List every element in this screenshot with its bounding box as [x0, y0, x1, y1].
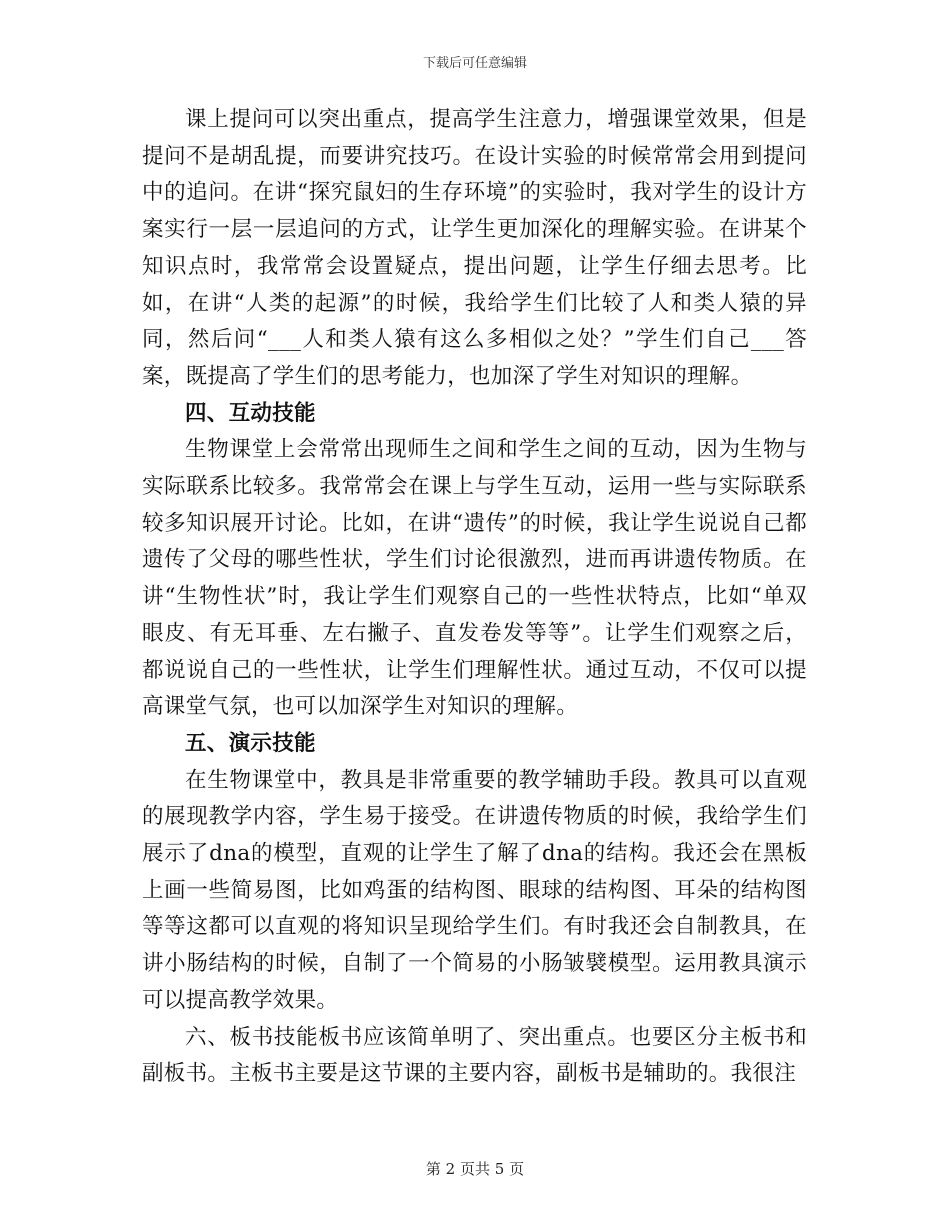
page-header: 下载后可任意编辑 [422, 56, 527, 71]
paragraph-demonstration: 在生物课堂中，教具是非常重要的教学辅助手段。教具可以直观的展现教学内容，学生易于接受。在讲遗传物质的时候，我给学生们展示了dna的模型，直观的让学生了解了dna的结构。我还会在黑板上画一些简易图，比如鸡蛋的结构图、眼球的结构图、耳朵的结构图等等这都可以直观的将知识呈现给学生们。有时我还会自制教具，在讲小肠结构的时候，自制了一个简易的小肠皱襞模型。运用教具演示可以提高教学效果。 [142, 767, 807, 1013]
section-heading-interaction: 四、互动技能 [185, 400, 316, 426]
paragraph-questioning: 课上提问可以突出重点，提高学生注意力，增强课堂效果，但是提问不是胡乱提，而要讲究技巧。在设计实验的时候常常会用到提问中的追问。在讲“探究鼠妇的生存环境”的实验时，我对学生的设计方案实行一层一层追问的方式，让学生更加深化的理解实验。在讲某个知识点时，我常常会设置疑点，提出问题，让学生仔细去思考。比如，在讲“人类的起源”的时候，我给学生们比较了人和类人猿的异同，然后问“___人和类人猿有这么多相似之处？”学生们自己___答案，既提高了学生们的思考能力，也加深了学生对知识的理解。 [142, 107, 807, 389]
section-heading-demonstration: 五、演示技能 [185, 730, 316, 756]
paragraph-interaction: 生物课堂上会常常出现师生之间和学生之间的互动，因为生物与实际联系比较多。我常常会在课上与学生互动，运用一些与实际联系较多知识展开讨论。比如，在讲“遗传”的时候，我让学生说说自己都遗传了父母的哪些性状，学生们讨论很激烈，进而再讲遗传物质。在讲“生物性状”时，我让学生们观察自己的一些性状特点，比如“单双眼皮、有无耳垂、左右撇子、直发卷发等等”。让学生们观察之后，都说说自己的一些性状，让学生们理解性状。通过互动，不仅可以提高课堂气氛，也可以加深学生对知识的理解。 [142, 437, 807, 720]
paragraph-blackboard: 六、板书技能板书应该简单明了、突出重点。也要区分主板书和副板书。主板书主要是这节课的主要内容，副板书是辅助的。我很注 [142, 1024, 807, 1087]
page-number: 第 2 页共 5 页 [425, 1160, 525, 1178]
document-body [142, 102, 807, 1093]
